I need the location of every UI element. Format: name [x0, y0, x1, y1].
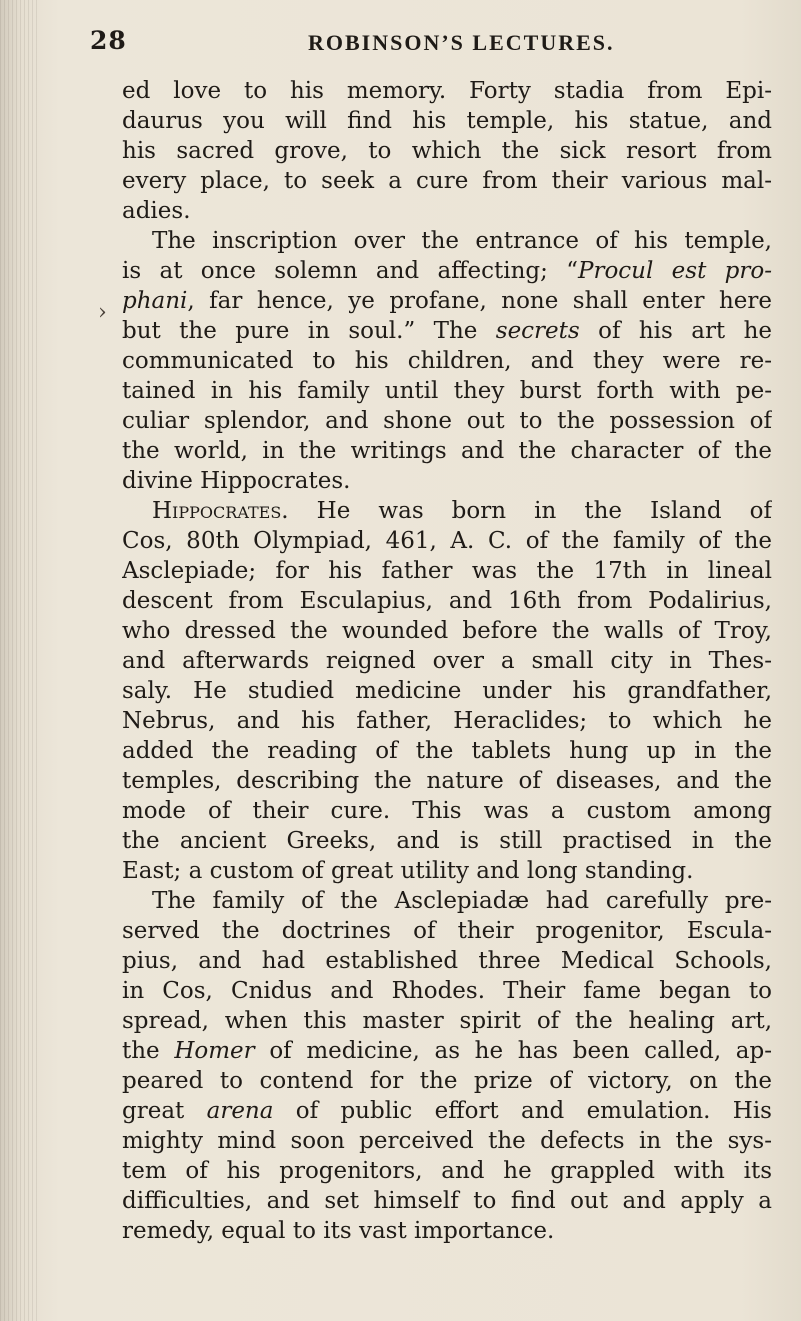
line-text: temples, describing the nature of diseases, and the [122, 768, 772, 794]
line-text: tem of his progenitors, and he grappled with its [122, 1158, 772, 1184]
text-line [122, 136, 772, 166]
line-text: divine Hippocrates. [122, 468, 351, 494]
text-line [122, 826, 772, 856]
line-text: Cos, 80th Olympiad, 461, A. C. of the family of the [122, 528, 772, 554]
text-line [122, 286, 772, 316]
line-text: , far hence, ye profane, none shall enter here [187, 288, 772, 314]
line-text: of his art he [579, 318, 772, 344]
line-text: difficulties, and set himself to find out and apply a [122, 1188, 772, 1214]
text-line [122, 946, 772, 976]
text-line [122, 736, 772, 766]
text-line [122, 406, 772, 436]
text-line [122, 1006, 772, 1036]
line-text: mighty mind soon perceived the defects in the sys- [122, 1128, 772, 1154]
line-text: served the doctrines of their progenitor, Escula- [122, 918, 772, 944]
text-line [122, 496, 772, 526]
text-line [122, 466, 772, 496]
text-line [122, 766, 772, 796]
text-line [122, 436, 772, 466]
line-text: Nebrus, and his father, Heraclides; to which he [122, 708, 772, 734]
line-text: mode of their cure. This was a custom among [122, 798, 772, 824]
line-text: the world, in the writings and the character of the [122, 438, 772, 464]
line-text: and afterwards reigned over a small city in Thes- [122, 648, 772, 674]
text-line [122, 526, 772, 556]
text-line [122, 196, 772, 226]
text-line [122, 1066, 772, 1096]
line-text: pius, and had established three Medical Schools, [122, 948, 772, 974]
text-line [122, 226, 772, 256]
line-text: The inscription over the entrance of his temple, [152, 228, 772, 254]
line-text: ed love to his memory. Forty stadia from Epi- [122, 78, 772, 104]
text-line [122, 1216, 772, 1246]
text-line [122, 316, 772, 346]
line-text: spread, when this master spirit of the healing art, [122, 1008, 772, 1034]
text-line [122, 676, 772, 706]
text-line [122, 256, 772, 286]
stray-mark: › [98, 300, 107, 325]
page-header [90, 24, 770, 64]
text-line [122, 1036, 772, 1066]
text-line [122, 1156, 772, 1186]
line-text: the [122, 1038, 175, 1064]
text-line [122, 616, 772, 646]
italic-text: Procul est pro- [577, 258, 772, 284]
italic-text: phani [122, 288, 188, 314]
line-text: the ancient Greeks, and is still practised in the [122, 828, 772, 854]
line-text: daurus you will find his temple, his statue, and [122, 108, 772, 134]
text-line [122, 1096, 772, 1126]
line-text: East; a custom of great utility and long standing. [122, 858, 694, 884]
line-text: added the reading of the tablets hung up in the [122, 738, 772, 764]
italic-text: secrets [495, 318, 580, 344]
body-text [122, 76, 772, 1246]
text-line [122, 106, 772, 136]
line-text: in Cos, Cnidus and Rhodes. Their fame began to [122, 978, 772, 1004]
text-line [122, 976, 772, 1006]
line-text: He was born in the Island of [288, 498, 772, 524]
running-head: ROBINSON’S LECTURES. [308, 30, 615, 55]
line-text: every place, to seek a cure from their various mal- [122, 168, 772, 194]
line-text: tained in his family until they burst forth with pe- [122, 378, 772, 404]
line-text: is at once solemn and affecting; “ [122, 258, 578, 284]
line-text: Asclepiade; for his father was the 17th in lineal [122, 558, 772, 584]
text-line [122, 166, 772, 196]
italic-text: arena [206, 1098, 274, 1124]
line-text: his sacred grove, to which the sick resort from [122, 138, 772, 164]
text-line [122, 916, 772, 946]
line-text: remedy, equal to its vast importance. [122, 1218, 555, 1244]
line-text: culiar splendor, and shone out to the possession of [122, 408, 772, 434]
line-text: saly. He studied medicine under his grandfather, [122, 678, 772, 704]
line-text: peared to contend for the prize of victory, on the [122, 1068, 772, 1094]
small-caps-text: Hippocrates. [152, 498, 289, 524]
line-text: The family of the Asclepiadæ had carefully pre- [152, 888, 772, 914]
page-number: 28 [90, 26, 127, 55]
line-text: descent from Esculapius, and 16th from Podalirius, [122, 588, 772, 614]
text-line [122, 346, 772, 376]
text-line [122, 1126, 772, 1156]
line-text: who dressed the wounded before the walls of Troy, [122, 618, 772, 644]
line-text: communicated to his children, and they were re- [122, 348, 772, 374]
line-text: but the pure in soul.” The [122, 318, 496, 344]
line-text: great [122, 1098, 207, 1124]
text-line [122, 706, 772, 736]
line-text: of medicine, as he has been called, ap- [254, 1038, 772, 1064]
line-text: of public effort and emulation. His [273, 1098, 772, 1124]
text-line [122, 796, 772, 826]
text-line [122, 646, 772, 676]
binding-gutter [0, 0, 40, 1321]
text-line [122, 376, 772, 406]
text-line [122, 556, 772, 586]
text-line [122, 886, 772, 916]
text-line [122, 586, 772, 616]
italic-text: Homer [174, 1038, 255, 1064]
line-text: adies. [122, 198, 191, 224]
text-line [122, 76, 772, 106]
text-line [122, 856, 772, 886]
text-line [122, 1186, 772, 1216]
